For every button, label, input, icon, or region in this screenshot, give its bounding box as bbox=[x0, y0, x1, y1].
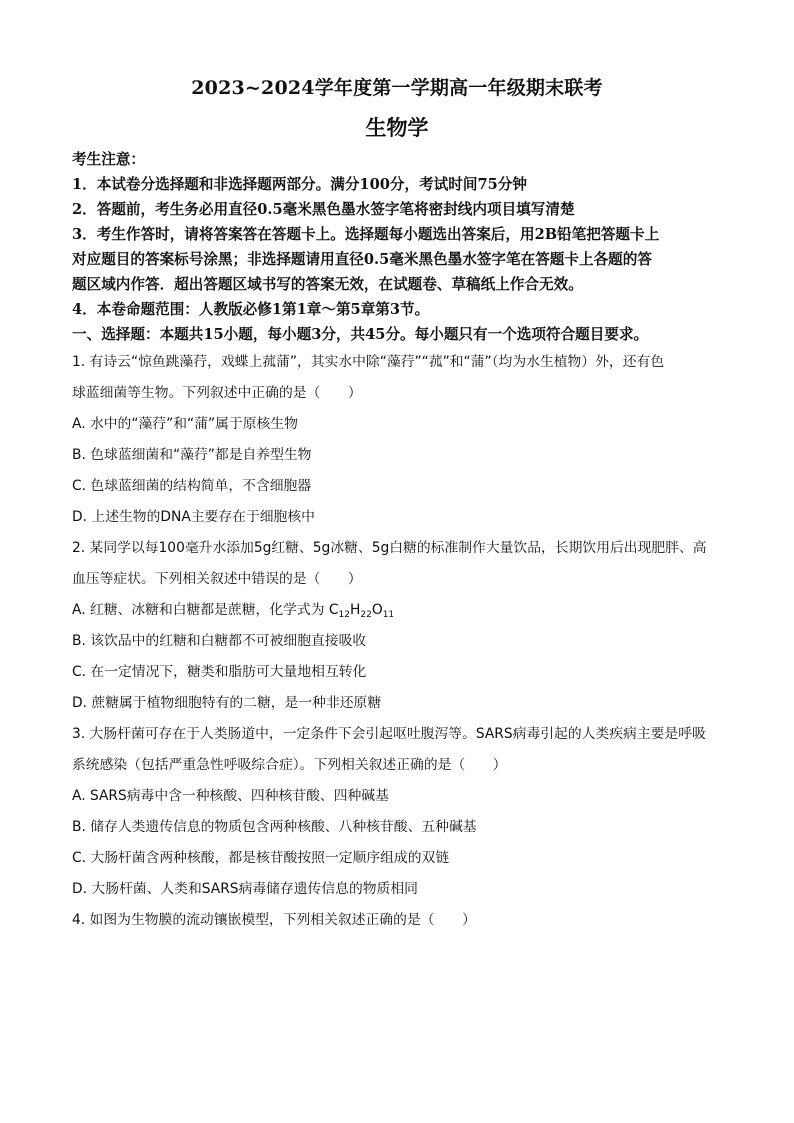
option-d: D. 蔗糖属于植物细胞特有的二糖，是一种非还原糖 bbox=[72, 695, 382, 711]
option-c: C. 色球蓝细菌的结构简单，不含细胞器 bbox=[72, 478, 312, 494]
notice-item: 4．本卷命题范围：人教版必修1第1章～第5章第3节。 bbox=[72, 301, 430, 318]
question-stem: 4. 如图为生物膜的流动镶嵌模型，下列相关叙述正确的是（ ） bbox=[72, 912, 476, 928]
section-heading: 一、选择题：本题共15小题，每小题3分，共45分。每小题只有一个选项符合题目要求。 bbox=[72, 326, 649, 343]
notice-item: 对应题目的答案标号涂黑；非选择题请用直径0.5毫米黑色墨水签字笔在答题卡上各题的答 bbox=[72, 251, 652, 268]
question-stem: 2. 某同学以每100毫升水添加5g红糖、5g冰糖、5g白糖的标准制作大量饮品，长期饮用后出现肥胖、高 bbox=[72, 540, 707, 556]
notice-item: 题区域内作答．超出答题区域书写的答案无效，在试题卷、草稿纸上作合无效。 bbox=[72, 276, 583, 293]
option-a: A. 水中的“藻荇”和“蒲”属于原核生物 bbox=[72, 416, 298, 432]
option-b: B. 储存人类遗传信息的物质包含两种核酸、八种核苷酸、五种碱基 bbox=[72, 819, 477, 835]
question-stem: 系统感染（包括严重急性呼吸综合症）。下列相关叙述正确的是（ ） bbox=[72, 757, 507, 773]
subject-title: 生物学 bbox=[365, 115, 429, 140]
option-a: A. SARS病毒中含一种核酸、四种核苷酸、四种碱基 bbox=[72, 788, 389, 804]
option-c: C. 大肠杆菌含两种核酸，都是核苷酸按照一定顺序组成的双链 bbox=[72, 850, 450, 866]
question-stem: 球蓝细菌等生物。下列叙述中正确的是（ ） bbox=[72, 385, 362, 401]
option-b: B. 该饮品中的红糖和白糖都不可被细胞直接吸收 bbox=[72, 633, 367, 649]
chemical-formula: $C_{12}H_{22}O_{11}$ bbox=[328, 602, 395, 620]
notice-heading: 考生注意： bbox=[72, 151, 145, 168]
option-d: D. 上述生物的DNA主要存在于细胞核中 bbox=[72, 509, 315, 525]
exam-title: 2023~2024学年度第一学期高一年级期末联考 bbox=[191, 77, 603, 99]
question-stem: 1. 有诗云“惊鱼跳藻荇，戏蝶上菰蒲”，其实水中除“藻荇”“菰”和“蒲”（均为水生植物）外，还有色 bbox=[72, 354, 665, 370]
notice-item: 3．考生作答时，请将答案答在答题卡上。选择题每小题选出答案后，用2B铅笔把答题卡上 bbox=[72, 226, 660, 243]
option-d: D. 大肠杆菌、人类和SARS病毒储存遗传信息的物质相同 bbox=[72, 881, 418, 897]
question-stem: 3. 大肠杆菌可存在于人类肠道中，一定条件下会引起呕吐腹泻等。SARS病毒引起的人类疾病主要是呼吸 bbox=[72, 726, 706, 742]
notice-item: 2．答题前，考生务必用直径0.5毫米黑色墨水签字笔将密封线内项目填写清楚 bbox=[72, 201, 575, 218]
notice-item: 1．本试卷分选择题和非选择题两部分。满分100分，考试时间75分钟 bbox=[72, 176, 527, 193]
option-b: B. 色球蓝细菌和“藻荇”都是自养型生物 bbox=[72, 447, 312, 463]
option-c: C. 在一定情况下，糖类和脂肪可大量地相互转化 bbox=[72, 664, 367, 680]
question-stem: 血压等症状。下列相关叙述中错误的是（ ） bbox=[72, 571, 362, 587]
option-text: A. 红糖、冰糖和白糖都是蔗糖，化学式为 bbox=[72, 602, 325, 618]
option-a bbox=[72, 598, 732, 618]
